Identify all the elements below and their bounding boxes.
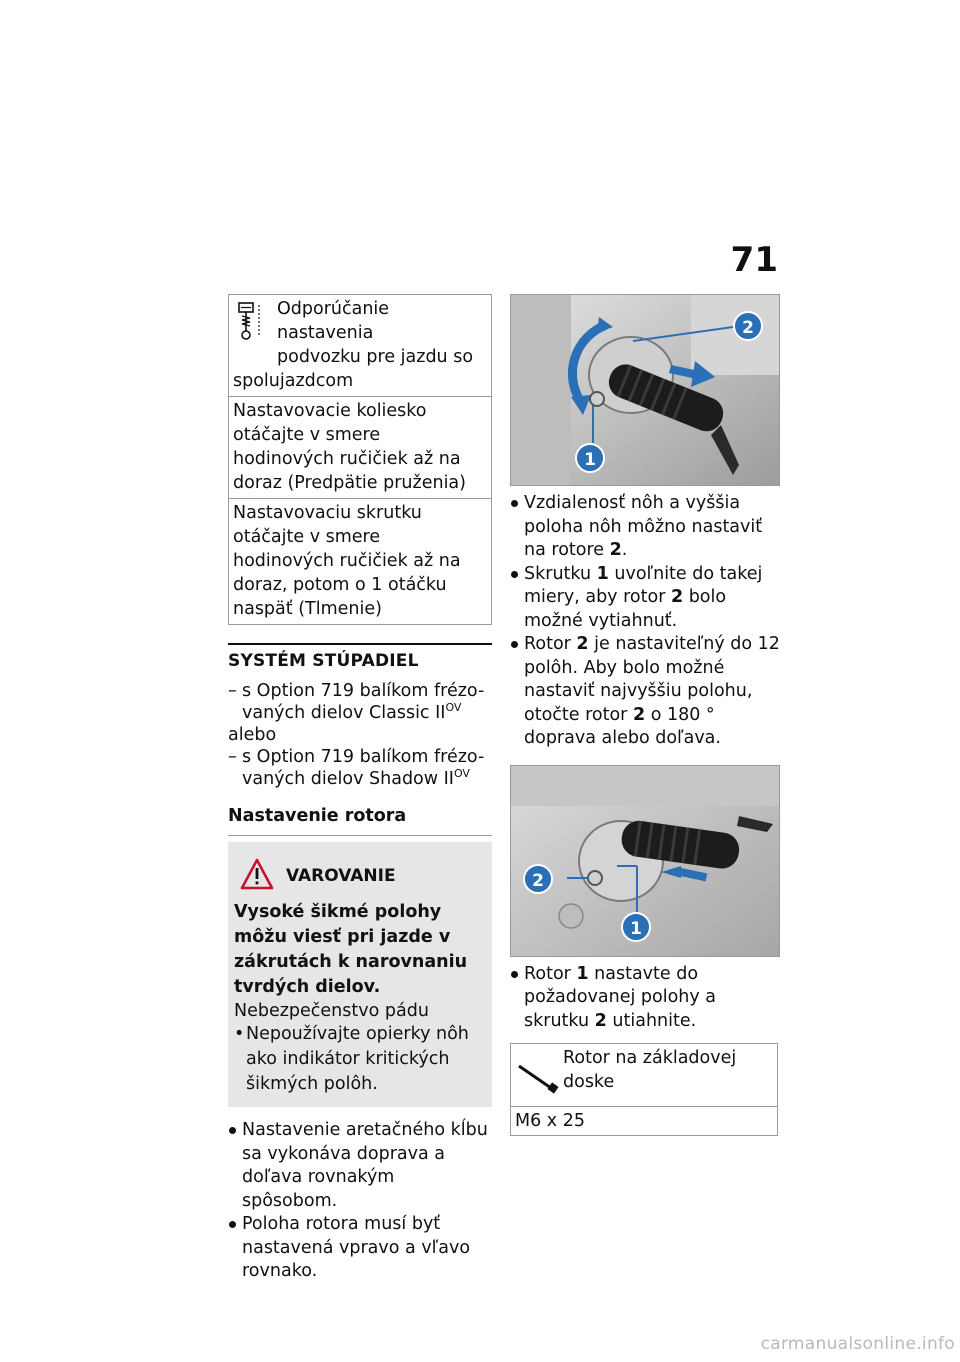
page-number: 71 [730, 240, 778, 280]
bullet-text: utiahnite. [606, 1010, 697, 1031]
option-list [228, 680, 492, 790]
warning-triangle-icon [240, 858, 274, 890]
bullet-text: Rotor [524, 634, 577, 654]
footrest-rotor-photo-2 [510, 765, 780, 957]
spec-row-damping: Nastavovaciu skrutku otáčajte v smere hodinových ručičiek až na doraz, potom o 1 otáčku naspäť (Tlmenie) [229, 498, 491, 624]
bullet-text: Vzdialenosť nôh a vyššia poloha nôh môžno nastaviť na rotore [524, 493, 763, 560]
alebo-text: alebo [228, 725, 277, 745]
torque-spec-title: Rotor na základovej doske [563, 1048, 737, 1092]
warning-box [228, 842, 492, 1107]
option-superscript: OV [445, 701, 462, 714]
bullet-text: je nastaviteľný do 12 polôh. Aby bolo možné nastaviť najvyššiu polohu, otočte rotor [524, 634, 780, 725]
suspension-spec-table [228, 294, 492, 625]
torque-spec-table [510, 1043, 778, 1136]
subsection-title: Nastavenie rotora [228, 804, 492, 836]
torque-spec-header [511, 1044, 777, 1106]
bullet-item: Nastavenie aretačného kĺbu sa vykonáva doprava a doľava rovnakým spôsobom. [228, 1119, 492, 1213]
bullet-ref: 1 [596, 563, 609, 584]
bullet-ref: 2 [670, 587, 684, 607]
bullet-text: Rotor [524, 963, 577, 984]
bullet-item [510, 963, 780, 1034]
spec-row-preload: Nastavovacie koliesko otáčajte v smere hodinových ručičiek až na doraz (Predpätie pruženia) [229, 396, 491, 498]
option-shadow-line2 [242, 768, 492, 790]
option-classic [228, 680, 492, 724]
photo1-callout-1: 1 [575, 443, 605, 473]
bullet-text: bolo možné vytiahnuť. [524, 587, 727, 631]
bullet-item [510, 563, 780, 634]
option-shadow [228, 746, 492, 790]
bullet-ref: 2 [594, 1010, 607, 1031]
bullet-text: uvoľnite do takej miery, aby rotor [524, 563, 763, 607]
shock-absorber-icon [235, 301, 269, 341]
photo2-callout-2: 2 [523, 864, 553, 894]
right-bullet-list-2 [510, 963, 780, 1034]
option-superscript: OV [453, 767, 470, 780]
spec-header-line3: spolujazdcom [233, 371, 354, 391]
option-shadow-text: vaných dielov Shadow II [242, 769, 454, 789]
spec-header-line2: podvozku pre jazdu so [277, 347, 474, 367]
photo2-callout-1: 1 [621, 912, 651, 942]
right-column [510, 294, 780, 1136]
warning-bold-text: Vysoké šikmé polohy môžu viesť pri jazde v zákrutách k narovnaniu tvrdých dielov. [234, 902, 468, 997]
warning-hazard: Nebezpečenstvo pádu [234, 1001, 429, 1021]
section-title: SYSTÉM STÚPADIEL [228, 651, 419, 671]
option-classic-text: vaných dielov Classic II [242, 703, 446, 723]
section-divider [228, 643, 492, 672]
option-classic-line2 [242, 702, 492, 724]
wrench-icon [517, 1062, 559, 1094]
right-bullet-list-1 [510, 492, 780, 751]
footer-watermark: carmanualsonline.info [760, 1334, 955, 1354]
bullet-item [510, 492, 780, 563]
bullet-text: o 180 ° doprava alebo doľava. [524, 704, 721, 748]
bullet-ref: 2 [609, 540, 622, 560]
bullet-ref: 2 [576, 634, 589, 654]
footrest-rotor-photo-1 [510, 294, 780, 486]
option-classic-line1: s Option 719 balíkom frézo- [242, 681, 485, 701]
warning-label: VAROVANIE [286, 866, 396, 886]
left-bullet-list [228, 1119, 492, 1284]
bullet-text: Skrutku [524, 563, 597, 584]
bullet-item: Poloha rotora musí byť nastavená vpravo a vľavo rovnako. [228, 1213, 492, 1284]
bullet-ref: 1 [576, 963, 589, 984]
torque-spec-value: M6 x 25 [511, 1106, 777, 1135]
bullet-ref: 2 [632, 704, 646, 725]
warning-bullet: • Nepoužívajte opierky nôh ako indikátor kritických šikmých polôh. [234, 1022, 484, 1097]
spec-header-line1: Odporúčanie nastavenia [277, 299, 390, 343]
bullet-text: nastavte do požadovanej polohy a skrutku [524, 963, 717, 1031]
option-shadow-line1: s Option 719 balíkom frézo- [242, 747, 485, 767]
bullet-item [510, 633, 780, 751]
bullet-text: . [621, 540, 628, 560]
left-column [228, 294, 492, 1284]
photo1-callout-2: 2 [733, 311, 763, 341]
warning-header [234, 856, 484, 896]
spec-table-header [229, 295, 491, 396]
